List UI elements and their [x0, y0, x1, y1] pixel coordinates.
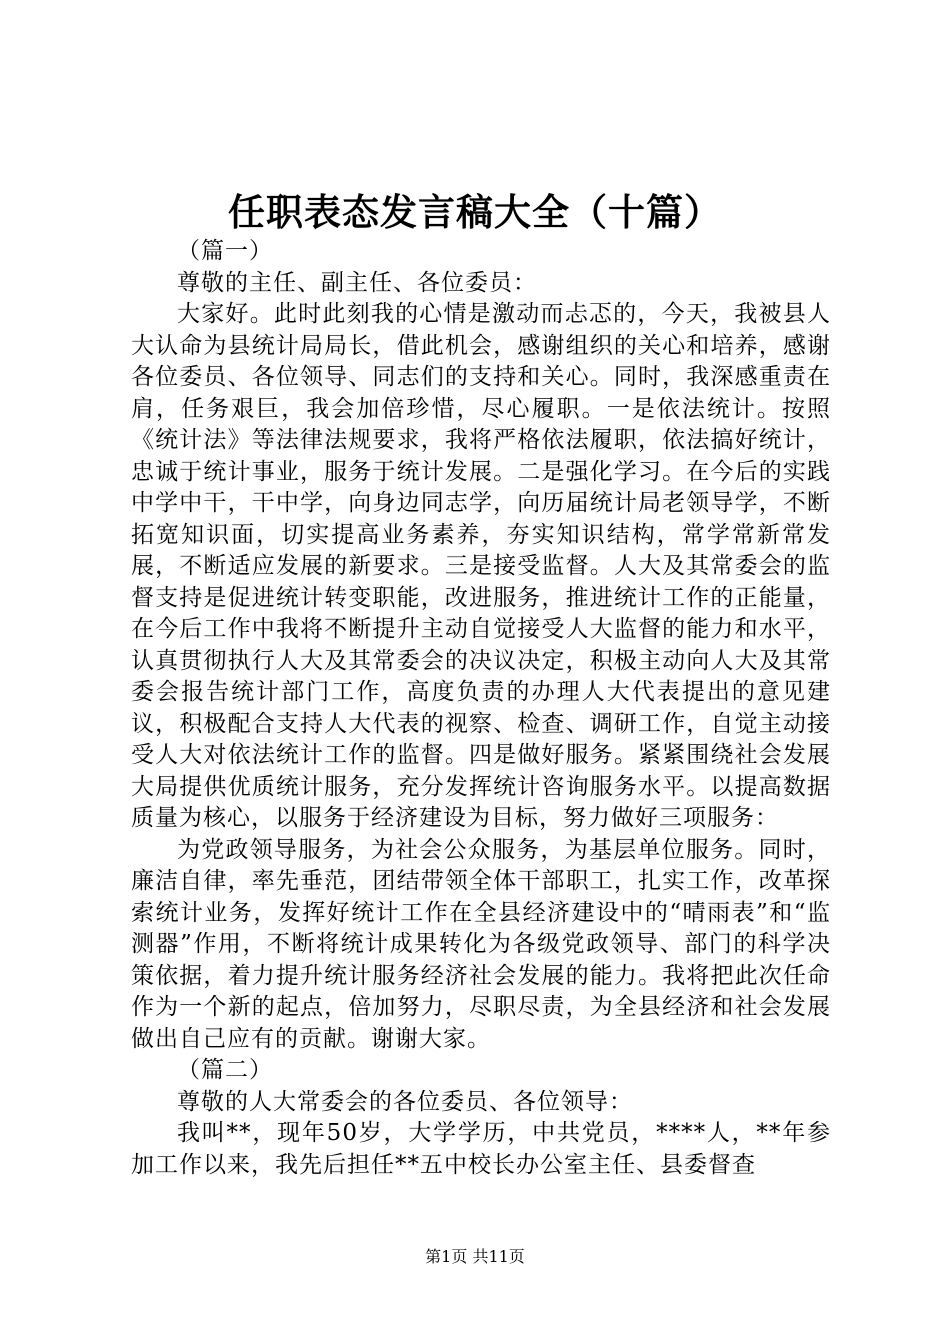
paragraph-1: 大家好。此时此刻我的心情是激动而忐忑的，今天，我被县人大认命为县统计局局长，借此机会，感谢组织的关心和培养，感谢各位委员、各位领导、同志们的支持和关心。同时，我深感重责在肩，任务艰巨，我会加倍珍惜，尽心履职。一是依法统计。按照《统计法》等法律法规要求，我将严格依法履职，依法搞好统计，忠诚于统计事业，服务于统计发展。二是强化学习。在今后的实践中学中干，干中学，向身边同志学，向历届统计局老领导学，不断拓宽知识面，切实提高业务素养，夯实知识结构，常学常新常发展，不断适应发展的新要求。三是接受监督。人大及其常委会的监督支持是促进统计转变职能，改进服务，推进统计工作的正能量，在今后工作中我将不断提升主动自觉接受人大监督的能力和水平，认真贯彻执行人大及其常委会的决议决定，积极主动向人大及其常委会报告统计部门工作，高度负责的办理人大代表提出的意见建议，积极配合支持人大代表的视察、检查、调研工作，自觉主动接受人大对依法统计工作的监督。四是做好服务。紧紧围绕社会发展大局提供优质统计服务，充分发挥统计咨询服务水平。以提高数据质量为核心，以服务于经济建设为目标，努力做好三项服务：	[131, 301, 831, 831]
paragraph-2: 为党政领导服务，为社会公众服务，为基层单位服务。同时，廉洁自律，率先垂范，团结带领全体干部职工，扎实工作，改革探索统计业务，发挥好统计工作在全县经济建设中的“晴雨表”和“监测器”作用，不断将统计成果转化为各级党政领导、部门的科学决策依据，着力提升统计服务经济社会发展的能力。我将把此次任命作为一个新的起点，倍加努力，尽职尽责，为全县经济和社会发展做出自己应有的贡献。谢谢大家。	[131, 836, 831, 1052]
section-label-1: （篇一）	[177, 238, 273, 264]
page-footer: 第1页 共11页	[425, 1247, 525, 1266]
paragraph-3: 我叫**，现年50岁，大学学历，中共党员，****人，**年参加工作以来，我先后担任**五中校长办公室主任、县委督查	[131, 1120, 831, 1178]
salutation-2: 尊敬的人大常委会的各位委员、各位领导：	[177, 1088, 633, 1115]
page-title: 任职表态发言稿大全（十篇）	[228, 191, 722, 234]
section-label-2: （篇二）	[177, 1057, 273, 1083]
salutation-1: 尊敬的主任、副主任、各位委员：	[177, 269, 537, 296]
document-body	[131, 236, 831, 1181]
